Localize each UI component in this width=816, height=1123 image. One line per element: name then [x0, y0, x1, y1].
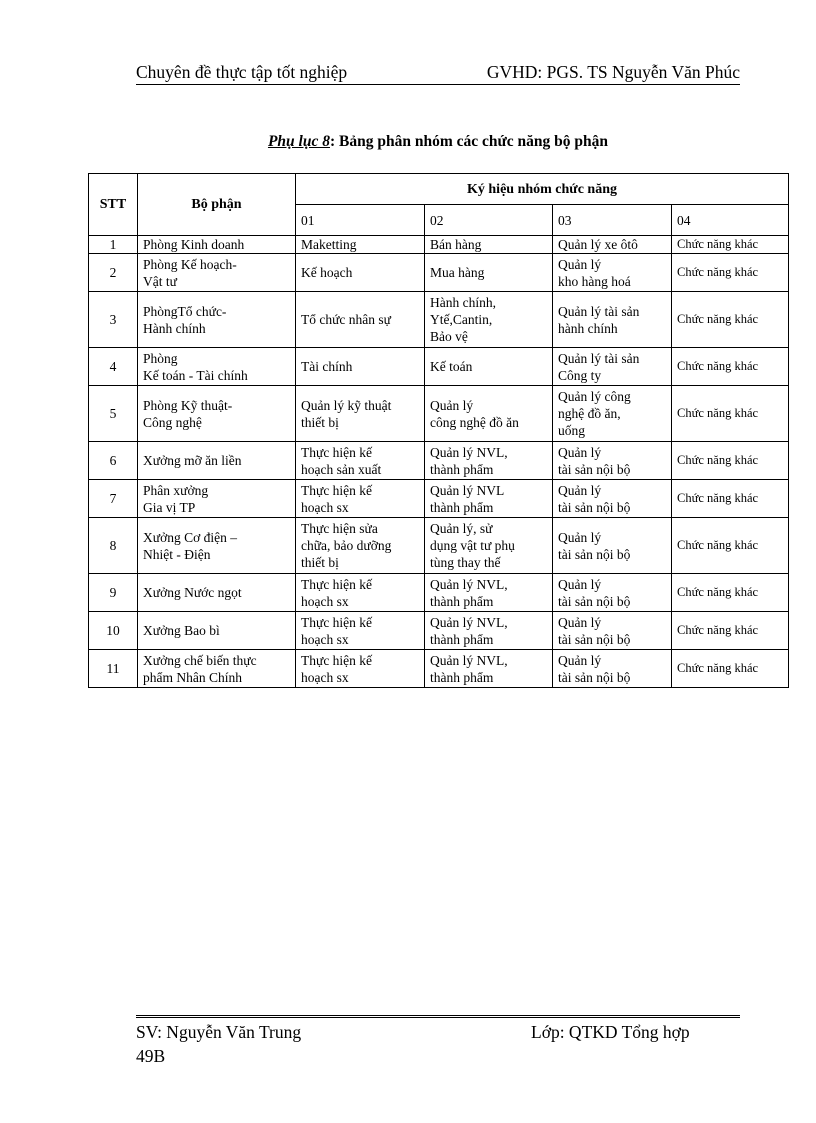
table-row: [89, 518, 789, 574]
table-row: [89, 254, 789, 292]
header-stt: STT: [89, 174, 138, 236]
cell-stt: 10: [89, 612, 138, 650]
cell-group-04: Chức năng khác: [672, 442, 789, 480]
cell-group-03: Quản lý tài sản hành chính: [553, 292, 672, 348]
header-supervisor: GVHD: PGS. TS Nguyễn Văn Phúc: [486, 62, 740, 82]
cell-group-03: Quản lý tài sản nội bộ: [553, 442, 672, 480]
cell-group-04: Chức năng khác: [672, 292, 789, 348]
table-row: [89, 650, 789, 688]
cell-group-02: Quản lý NVL, thành phẩm: [425, 442, 553, 480]
cell-group-03: Quản lý tài sản nội bộ: [553, 650, 672, 688]
cell-group-01: Thực hiện kế hoạch sx: [296, 612, 425, 650]
footer-class: Lớp: QTKD Tổng hợp: [531, 1022, 690, 1042]
footer-cohort: 49B: [136, 1046, 166, 1066]
cell-group-02: Bán hàng: [425, 236, 553, 254]
table-row: [89, 386, 789, 442]
cell-department: PhòngTổ chức- Hành chính: [138, 292, 296, 348]
cell-stt: 11: [89, 650, 138, 688]
appendix-label: Phụ lục 8: [267, 133, 330, 150]
cell-stt: 4: [89, 348, 138, 386]
cell-department: Xưởng Nước ngọt: [138, 574, 296, 612]
header-col-02: 02: [425, 205, 553, 236]
header-col-04: 04: [672, 205, 789, 236]
cell-group-03: Quản lý công nghệ đồ ăn, uống: [553, 386, 672, 442]
cell-department: Phòng Kinh doanh: [138, 236, 296, 254]
table-row: [89, 574, 789, 612]
footer-student: SV: Nguyễn Văn Trung: [136, 1022, 302, 1042]
table-row: [89, 442, 789, 480]
cell-group-01: Thực hiện kế hoạch sản xuất: [296, 442, 425, 480]
header-course-title: Chuyên đề thực tập tốt nghiệp: [136, 62, 348, 82]
table-row: [89, 292, 789, 348]
cell-department: Xưởng mỡ ăn liền: [138, 442, 296, 480]
cell-group-03: Quản lý tài sản nội bộ: [553, 518, 672, 574]
header-department: Bộ phận: [138, 174, 296, 236]
page-header: [136, 60, 740, 85]
cell-group-01: Tổ chức nhân sự: [296, 292, 425, 348]
cell-department: Phân xưởng Gia vị TP: [138, 480, 296, 518]
appendix-title: [0, 133, 816, 151]
cell-group-02: Mua hàng: [425, 254, 553, 292]
cell-department: Xưởng Cơ điện – Nhiệt - Điện: [138, 518, 296, 574]
cell-group-02: Kế toán: [425, 348, 553, 386]
cell-stt: 5: [89, 386, 138, 442]
cell-department: Phòng Kế hoạch- Vật tư: [138, 254, 296, 292]
cell-stt: 3: [89, 292, 138, 348]
header-col-03: 03: [553, 205, 672, 236]
cell-stt: 7: [89, 480, 138, 518]
cell-group-04: Chức năng khác: [672, 348, 789, 386]
cell-group-01: Thực hiện kế hoạch sx: [296, 574, 425, 612]
cell-group-01: Quản lý kỹ thuật thiết bị: [296, 386, 425, 442]
cell-group-04: Chức năng khác: [672, 386, 789, 442]
cell-group-03: Quản lý tài sản nội bộ: [553, 612, 672, 650]
cell-group-01: Thực hiện kế hoạch sx: [296, 480, 425, 518]
cell-stt: 2: [89, 254, 138, 292]
function-group-table: [88, 173, 789, 688]
cell-group-01: Thực hiện kế hoạch sx: [296, 650, 425, 688]
cell-group-03: Quản lý tài sản Công ty: [553, 348, 672, 386]
cell-group-03: Quản lý tài sản nội bộ: [553, 480, 672, 518]
cell-group-02: Quản lý NVL thành phẩm: [425, 480, 553, 518]
cell-group-04: Chức năng khác: [672, 612, 789, 650]
cell-group-02: Quản lý NVL, thành phẩm: [425, 574, 553, 612]
cell-group-02: Quản lý công nghệ đồ ăn: [425, 386, 553, 442]
table-row: [89, 236, 789, 254]
appendix-caption: : Bảng phân nhóm các chức năng bộ phận: [329, 133, 609, 150]
table-row: [89, 480, 789, 518]
header-col-01: 01: [296, 205, 425, 236]
cell-department: Phòng Kế toán - Tài chính: [138, 348, 296, 386]
cell-group-04: Chức năng khác: [672, 254, 789, 292]
cell-group-03: Quản lý kho hàng hoá: [553, 254, 672, 292]
cell-group-03: Quản lý xe ôtô: [553, 236, 672, 254]
cell-group-01: Tài chính: [296, 348, 425, 386]
cell-group-04: Chức năng khác: [672, 236, 789, 254]
table-row: [89, 348, 789, 386]
cell-group-02: Hành chính, Ytế,Cantin, Bảo vệ: [425, 292, 553, 348]
cell-group-03: Quản lý tài sản nội bộ: [553, 574, 672, 612]
cell-group-04: Chức năng khác: [672, 650, 789, 688]
cell-group-04: Chức năng khác: [672, 480, 789, 518]
cell-group-01: Maketting: [296, 236, 425, 254]
cell-stt: 8: [89, 518, 138, 574]
cell-group-02: Quản lý, sử dụng vật tư phụ tùng thay thế: [425, 518, 553, 574]
cell-stt: 6: [89, 442, 138, 480]
cell-group-04: Chức năng khác: [672, 518, 789, 574]
page-footer: [136, 1015, 740, 1067]
cell-group-04: Chức năng khác: [672, 574, 789, 612]
cell-department: Xưởng chế biến thực phẩm Nhân Chính: [138, 650, 296, 688]
cell-stt: 1: [89, 236, 138, 254]
header-group-symbol: Ký hiệu nhóm chức năng: [296, 174, 789, 205]
cell-group-02: Quản lý NVL, thành phẩm: [425, 650, 553, 688]
table-row: [89, 612, 789, 650]
cell-stt: 9: [89, 574, 138, 612]
cell-group-01: Kế hoạch: [296, 254, 425, 292]
cell-department: Xưởng Bao bì: [138, 612, 296, 650]
cell-group-02: Quản lý NVL, thành phẩm: [425, 612, 553, 650]
cell-group-01: Thực hiện sửa chữa, bảo dưỡng thiết bị: [296, 518, 425, 574]
cell-department: Phòng Kỹ thuật- Công nghệ: [138, 386, 296, 442]
